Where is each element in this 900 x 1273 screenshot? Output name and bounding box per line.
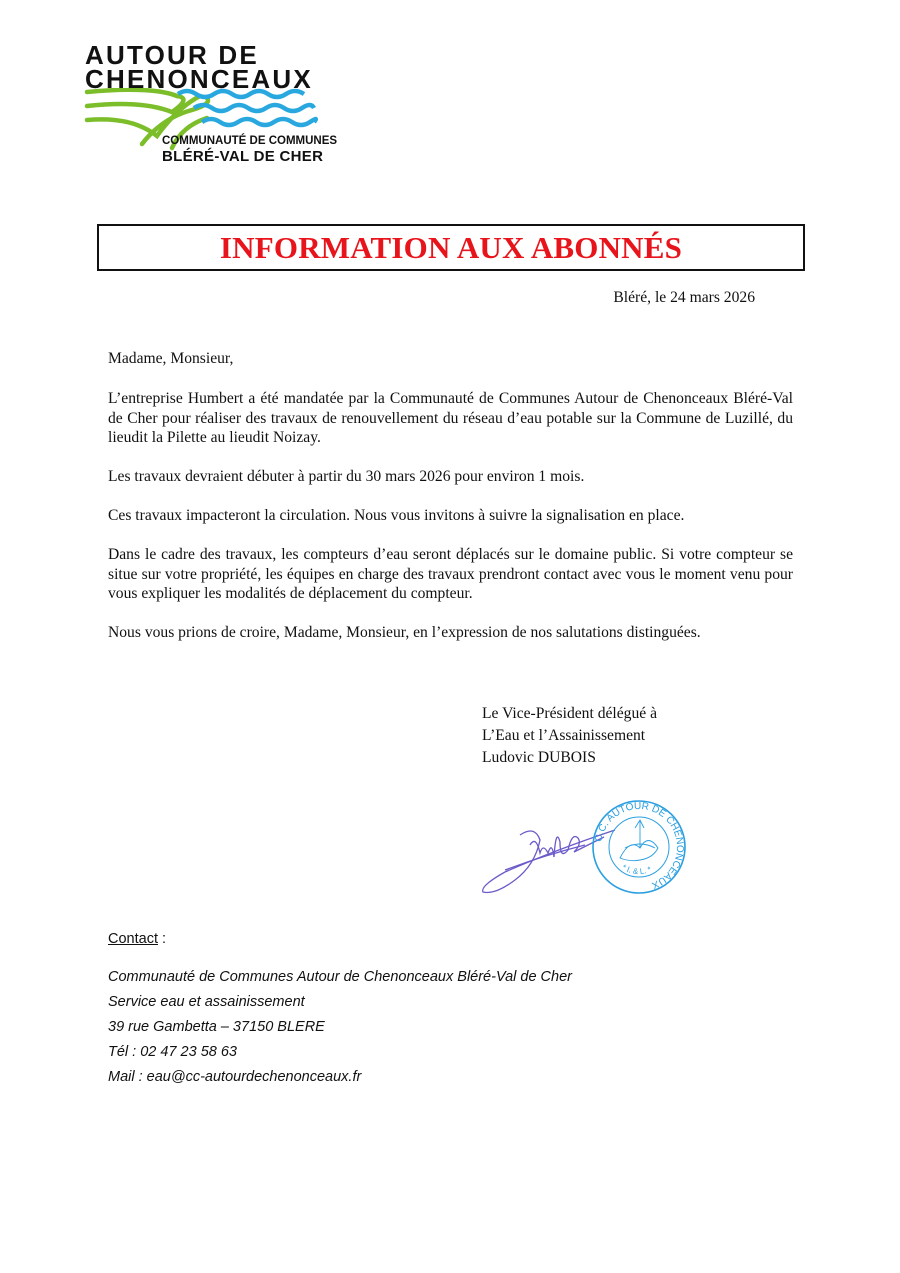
title-box <box>97 224 805 271</box>
contact-heading <box>108 931 166 947</box>
letter-date: Bléré, le 24 mars 2026 <box>613 289 755 306</box>
paragraph-2: Les travaux devraient débuter à partir du 30 mars 2026 pour environ 1 mois. <box>108 468 585 485</box>
stamp-emblem-icon <box>620 820 658 861</box>
contact-address: 39 rue Gambetta – 37150 BLERE <box>108 1019 325 1035</box>
stamp-bottom-text: * I. & L. * <box>620 862 653 877</box>
paragraph-closing: Nous vous prions de croire, Madame, Monsieur, en l’expression de nos salutations distinguées. <box>108 624 701 641</box>
logo-line-1: AUTOUR DE <box>85 40 259 70</box>
logo-line-2: CHENONCEAUX <box>85 64 313 94</box>
contact-organization: Communauté de Communes Autour de Chenonceaux Bléré-Val de Cher <box>108 969 572 985</box>
logo-line-4: BLÉRÉ-VAL DE CHER <box>162 148 324 165</box>
signatory-role-2: L’Eau et l’Assainissement <box>482 727 646 744</box>
contact-email: Mail : eau@cc-autourdechenonceaux.fr <box>108 1069 362 1085</box>
paragraph-1: L’entreprise Humbert a été mandatée par la Communauté de Communes Autour de Chenonceaux Bléré-Val de Cher pour réaliser des travaux de renouvellement du réseau d’eau potable sur la Commune de Luzillé, du lieudit la Pilette au lieudit Noizay. <box>108 390 793 446</box>
contact-label: Contact <box>108 931 158 947</box>
signatory-role-1: Le Vice-Président délégué à <box>482 705 657 722</box>
contact-service: Service eau et assainissement <box>108 994 305 1010</box>
signatory-name: Ludovic DUBOIS <box>482 749 596 766</box>
organization-logo <box>82 38 338 168</box>
logo-line-3: COMMUNAUTÉ DE COMMUNES <box>162 135 338 147</box>
salutation: Madame, Monsieur, <box>108 350 234 367</box>
official-stamp <box>590 798 688 896</box>
document-title: INFORMATION AUX ABONNÉS <box>219 230 683 265</box>
paragraph-3: Ces travaux impacteront la circulation. Nous vous invitons à suivre la signalisation en place. <box>108 507 685 524</box>
stamp-text: C.C. AUTOUR DE CHENONCEAUX <box>593 800 686 891</box>
contact-phone: Tél : 02 47 23 58 63 <box>108 1044 237 1060</box>
paragraph-4: Dans le cadre des travaux, les compteurs d’eau seront déplacés sur le domaine public. Si votre compteur se situe sur votre propriété, les équipes en charge des travaux prendront contact avec vous le moment venu pour vous expliquer les modalités de déplacement du compteur. <box>108 546 793 602</box>
contact-colon: : <box>157 931 167 947</box>
